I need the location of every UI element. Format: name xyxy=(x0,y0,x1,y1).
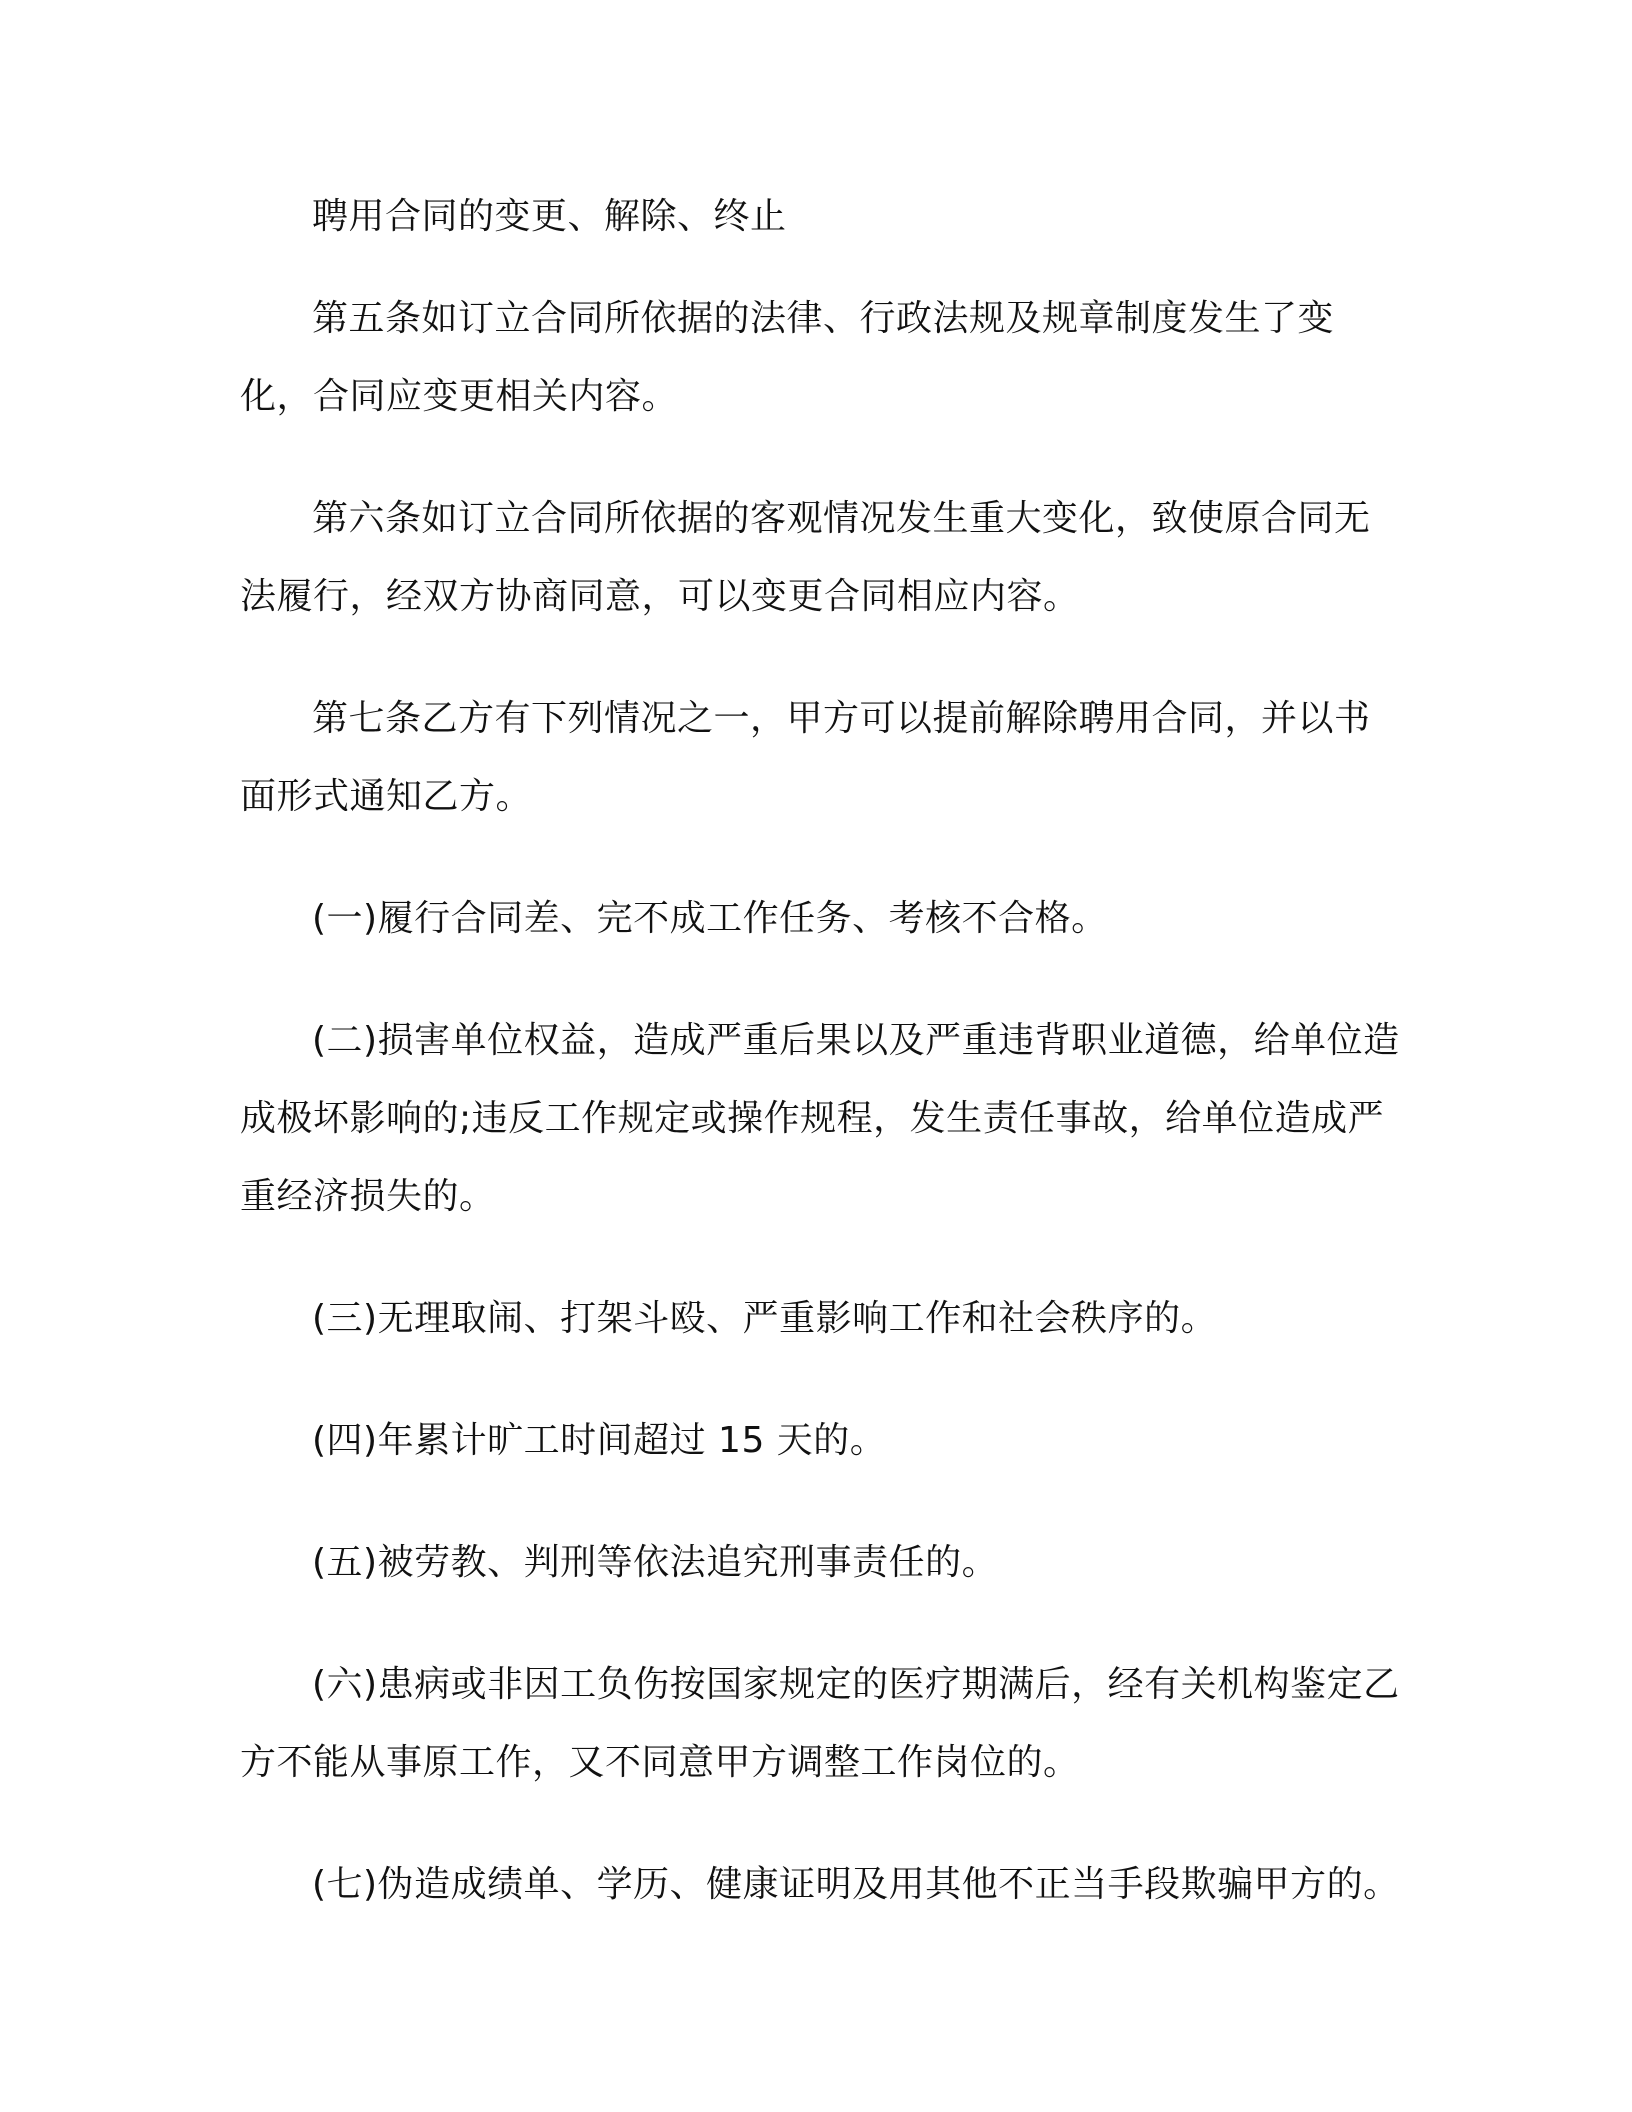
list-item-6: (六)患病或非因工负伤按国家规定的医疗期满后，经有关机构鉴定乙方不能从事原工作，又不同意甲方调整工作岗位的。 xyxy=(240,1664,1400,1783)
list-item-2: (二)损害单位权益，造成严重后果以及严重违背职业道德，给单位造成极坏影响的;违反工作规定或操作规程，发生责任事故，给单位造成严重经济损失的。 xyxy=(240,1020,1400,1217)
section-heading: 聘用合同的变更、解除、终止 xyxy=(312,196,787,237)
list-item-3: (三)无理取闹、打架斗殴、严重影响工作和社会秩序的。 xyxy=(312,1298,1218,1339)
document-body xyxy=(240,178,1400,1968)
paragraph-article-6: 第六条如订立合同所依据的客观情况发生重大变化，致使原合同无法履行，经双方协商同意，可以变更合同相应内容。 xyxy=(240,498,1371,617)
list-item-5: (五)被劳教、判刑等依法追究刑事责任的。 xyxy=(312,1542,999,1583)
list-item-4: (四)年累计旷工时间超过 15 天的。 xyxy=(312,1420,887,1461)
list-item-7: (七)伪造成绩单、学历、健康证明及用其他不正当手段欺骗甲方的。 xyxy=(312,1864,1400,1905)
paragraph-article-7: 第七条乙方有下列情况之一，甲方可以提前解除聘用合同，并以书面形式通知乙方。 xyxy=(240,698,1371,817)
list-item-1: (一)履行合同差、完不成工作任务、考核不合格。 xyxy=(312,898,1108,939)
paragraph-article-5: 第五条如订立合同所依据的法律、行政法规及规章制度发生了变化，合同应变更相关内容。 xyxy=(240,298,1335,417)
